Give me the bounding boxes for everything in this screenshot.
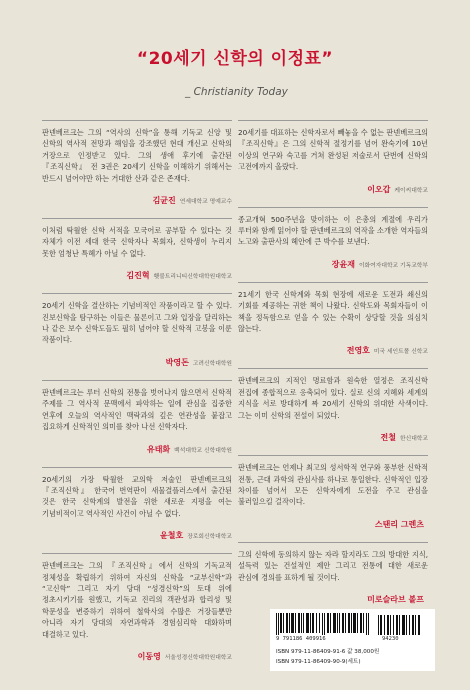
divider — [42, 380, 232, 381]
review-item — [42, 380, 232, 456]
isbn-block — [270, 609, 435, 671]
barcode-addon-icon — [378, 613, 422, 635]
review-item — [42, 120, 232, 207]
reviewer-signature — [238, 177, 428, 196]
review-item — [238, 455, 428, 531]
review-text: 21세기 한국 신학계와 목회 현장에 새로운 도전과 쇄신의 기회를 제공하는 귀한 책이 나왔다. 신학도와 목회자들이 이 책을 정독함으로 얻을 수 있는 수확이 상당할 것을 의심치 않는다. — [238, 289, 428, 334]
reviewer-signature — [42, 437, 232, 456]
review-item — [238, 207, 428, 271]
divider — [42, 293, 232, 294]
reviewer-name: 박영돈 — [165, 357, 189, 367]
right-column — [238, 120, 428, 617]
divider — [238, 207, 428, 208]
barcode-digits: 9 791186 409916 — [276, 636, 326, 642]
divider — [42, 467, 232, 468]
isbn-line: ISBN 979-11-86409-91-6 값 38,000원 — [276, 649, 380, 655]
reviewer-name: 스탠리 그렌츠 — [374, 519, 424, 529]
reviewer-signature — [238, 338, 428, 357]
review-text: 20세기의 가장 탁월한 교의학 저술인 판넨베르크의 『조직신학』 한국어 번역판이 새물결플러스에서 출간된 것은 한국 신학계의 발전을 위한 새로운 지평을 여는 기념비적이고 역사적인 사건이 아닐 수 없다. — [42, 474, 232, 518]
reviewer-name: 전영호 — [346, 346, 370, 356]
reviewer-signature — [42, 523, 232, 542]
barcode-addon-digits: 94230 — [382, 636, 399, 642]
review-text: 판넨베르크는 루터 신학의 전통을 벗어나지 않으면서 신학적 주제를 그 역사적 문맥에서 파악하는 일에 관심을 집중한 연후에 오늘의 역사적인 맥락과의 깊은 연관성을 붙잡고 집요하게 신학적인 의미를 찾아 나선 신학자다. — [42, 387, 232, 432]
divider — [42, 553, 232, 554]
review-item — [238, 542, 428, 606]
reviewer-name: 김균진 — [152, 196, 176, 206]
review-text: 20세기를 대표하는 신학자로서 빼놓을 수 없는 판넨베르크의 『조직신학』은 그의 신학적 절정기를 넘어 완숙기에 10년 이상의 연구와 숙고를 거쳐 완성된 저술로서 단번에 신학의 고전에까지 올랐다. — [238, 128, 428, 172]
barcode-icon — [276, 613, 371, 635]
reviewer-name: 미로슬라브 볼프 — [367, 594, 424, 604]
reviewer-signature — [238, 425, 428, 444]
divider — [42, 218, 232, 219]
review-item — [42, 218, 232, 282]
review-text: 그의 신학에 동의하지 않는 자라 할지라도 그의 방대한 지식, 설득력 있는 건설적인 제안 그리고 전통에 대한 새로운 관심에 경의를 표하게 될 것이다. — [238, 549, 428, 582]
divider — [42, 120, 232, 121]
review-item — [42, 553, 232, 663]
reviewer-signature — [238, 252, 428, 271]
left-column — [42, 120, 232, 674]
reviewer-affiliation: 서울성경신학대학원대학교 — [164, 654, 232, 661]
page-title: “20세기 신학의 이정표” — [136, 49, 334, 69]
divider — [238, 368, 428, 369]
divider — [238, 542, 428, 543]
reviewer-name: 장윤재 — [331, 259, 355, 269]
reviewer-name: 이오갑 — [367, 184, 391, 194]
reviewer-signature — [42, 350, 232, 369]
review-text: 이처럼 탁월한 신학 서적을 모국어로 공부할 수 있다는 것 자체가 이전 세대 한국 신학자나 목회자, 신학생이 누리지 못한 엄청난 특혜가 아닐 수 없다. — [42, 226, 232, 258]
reviewer-signature — [42, 188, 232, 207]
reviewer-affiliation: 장로회신학대학교 — [187, 534, 232, 541]
reviewer-affiliation: 이화여자대학교 기독교학부 — [358, 262, 428, 269]
review-item — [238, 120, 428, 196]
review-text: 판넨베르크는 언제나 최고의 성서학적 연구와 풍부한 신학적 전통, 근대 과학의 관심사를 하나로 통일한다. 신학적인 입장 차이를 넘어서 모든 신학자에게 도전을 주고 관심을 불러일으킬 걸작이다. — [238, 463, 428, 507]
review-text: 판넨베르크는 그의 “역사의 신학”을 통해 기독교 신앙 및 신학의 역사적 전망과 해임을 강조했던 현대 개신교 신학의 거장으로 인정받고 있다. 그의 생애 후기에 출간된 『조직신학』 전 3권은 20세기 신학을 이해하기 위해서는 반드시 넘어야만 하는 거대한 산과 같은 존재다. — [42, 128, 232, 183]
reviewer-signature — [238, 512, 428, 531]
reviewer-affiliation: 미국 세인트폴 신학교 — [373, 349, 428, 356]
review-item — [238, 368, 428, 444]
reviewer-signature — [42, 263, 232, 282]
reviewer-name: 윤철호 — [160, 531, 184, 541]
reviewer-affiliation: 케이씨대학교 — [394, 187, 428, 194]
reviewer-affiliation: 고려신학대학원 — [192, 360, 232, 367]
review-item — [42, 467, 232, 543]
divider — [238, 120, 428, 121]
review-text: 판넨베르크는 그의 『조직신학』에서 신학의 기독교적 정체성을 확립하기 위하여 자신의 신학을 “교부신학”과 “고신학” 그리고 자기 당대 “성경신학”의 토대 위에 정초시키기를 원했고, 기독교 진리의 객관성과 합리성 및 학문성을 변증하기 위하여 철학사의 수많은 거장들뿐만 아니라 자기 당대의 자연과학과 경험심리학 대화하며 대결하고 있다. — [42, 561, 232, 639]
review-item — [238, 282, 428, 358]
reviewer-signature — [42, 644, 232, 663]
reviewer-name: 김진혁 — [126, 271, 150, 281]
review-text: 종교개혁 500주년을 맞이하는 이 은총의 계절에 우리가 루터와 함께 읽어야 할 판넨베르크의 역작을 소개한 역자들의 노고와 출판사의 헤안에 큰 박수를 보낸다. — [238, 214, 428, 247]
reviewer-affiliation: 횃불트리니티신학대학원대학교 — [153, 274, 232, 281]
reviewer-affiliation: 백석대학교 신학대학원 — [174, 447, 232, 454]
reviewer-affiliation: 한신대학교 — [400, 436, 428, 443]
isbn-set-line: ISBN 979-11-86409-90-9(세트) — [276, 659, 361, 665]
reviewer-name: 이동영 — [137, 651, 161, 661]
reviewer-signature — [238, 587, 428, 606]
review-text: 20세기 신학을 결산하는 기념비적인 작품이라고 할 수 있다. 진보신학을 탐구하는 이들은 물론이고 그와 입장을 달리하는 나 같은 보수 신학도들도 필히 넘어야 할 신학적 고봉을 이룬 작품이다. — [42, 301, 232, 345]
page-subtitle: _ Christianity Today — [185, 86, 288, 98]
review-item — [42, 293, 232, 369]
review-text: 판넨베르크의 지적인 명료함과 원숙한 열정은 조직신학 전집에 종합적으로 응축되어 있다. 실로 신의 지혜와 세계의 지식을 서로 방대하게 짜 20세기 신학의 위대한 사색이다. 그는 이미 신학의 전설이 되었다. — [238, 376, 428, 420]
divider — [238, 455, 428, 456]
reviewer-name: 유태화 — [146, 444, 171, 454]
divider — [238, 282, 428, 283]
reviewer-affiliation: 연세대학교 명예교수 — [179, 199, 232, 206]
reviewer-name: 전철 — [380, 433, 396, 443]
